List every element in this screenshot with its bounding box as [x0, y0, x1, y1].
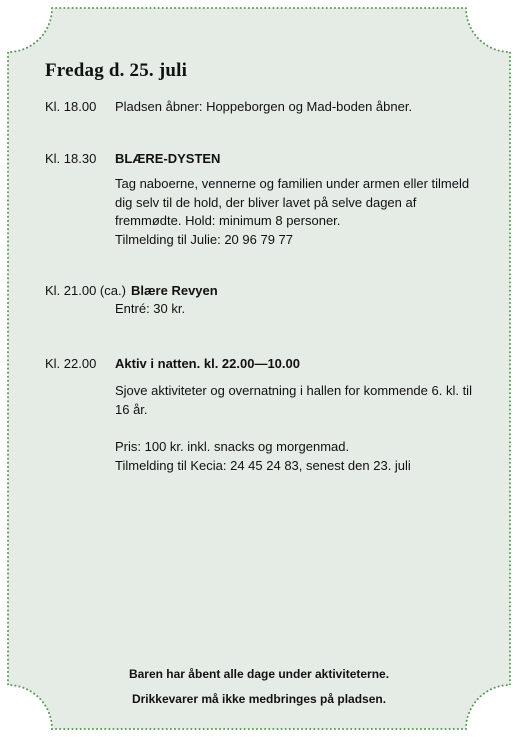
schedule-heading: BLÆRE-DYSTEN: [115, 151, 221, 166]
schedule-heading: Aktiv i natten. kl. 22.00—10.00: [115, 356, 300, 371]
schedule-description: Pladsen åbner: Hoppeborgen og Mad-boden åbner.: [115, 99, 413, 114]
schedule-description: Entré: 30 kr.: [115, 301, 186, 316]
description-line: dig selv til de hold, der bliver lavet på selve dagen af: [115, 194, 417, 210]
schedule-heading: Blære Revyen: [131, 283, 218, 298]
schedule-time: Kl. 18.30: [45, 151, 97, 166]
schedule-time: Kl. 21.00 (ca.): [45, 283, 126, 298]
description-line: Pris: 100 kr. inkl. snacks og morgenmad.: [115, 439, 350, 454]
page-title: Fredag d. 25. juli: [45, 60, 188, 81]
description-line: Tag naboerne, vennerne og familien under armen eller tilmeld: [115, 176, 470, 191]
description-line: Tilmelding til Kecia: 24 45 24 83, senest den 23. juli: [115, 457, 411, 473]
description-line: Tilmelding til Julie: 20 96 79 77: [115, 231, 294, 247]
schedule-description: [115, 382, 505, 475]
schedule-time: Kl. 22.00: [45, 356, 97, 371]
description-line: fremmødte. Hold: minimum 8 personer.: [115, 213, 341, 228]
description-line: Sjove aktiviteter og overnatning i hallen for kommende 6. kl. til: [115, 383, 472, 398]
description-line: 16 år.: [115, 401, 148, 417]
footer-drinks-notice: Drikkevarer må ikke medbringes på pladsen.: [131, 692, 387, 706]
schedule-description: [115, 175, 505, 249]
schedule-time: Kl. 18.00: [45, 99, 97, 114]
footer-bar-notice: Baren har åbent alle dage under aktiviteterne.: [128, 667, 390, 681]
